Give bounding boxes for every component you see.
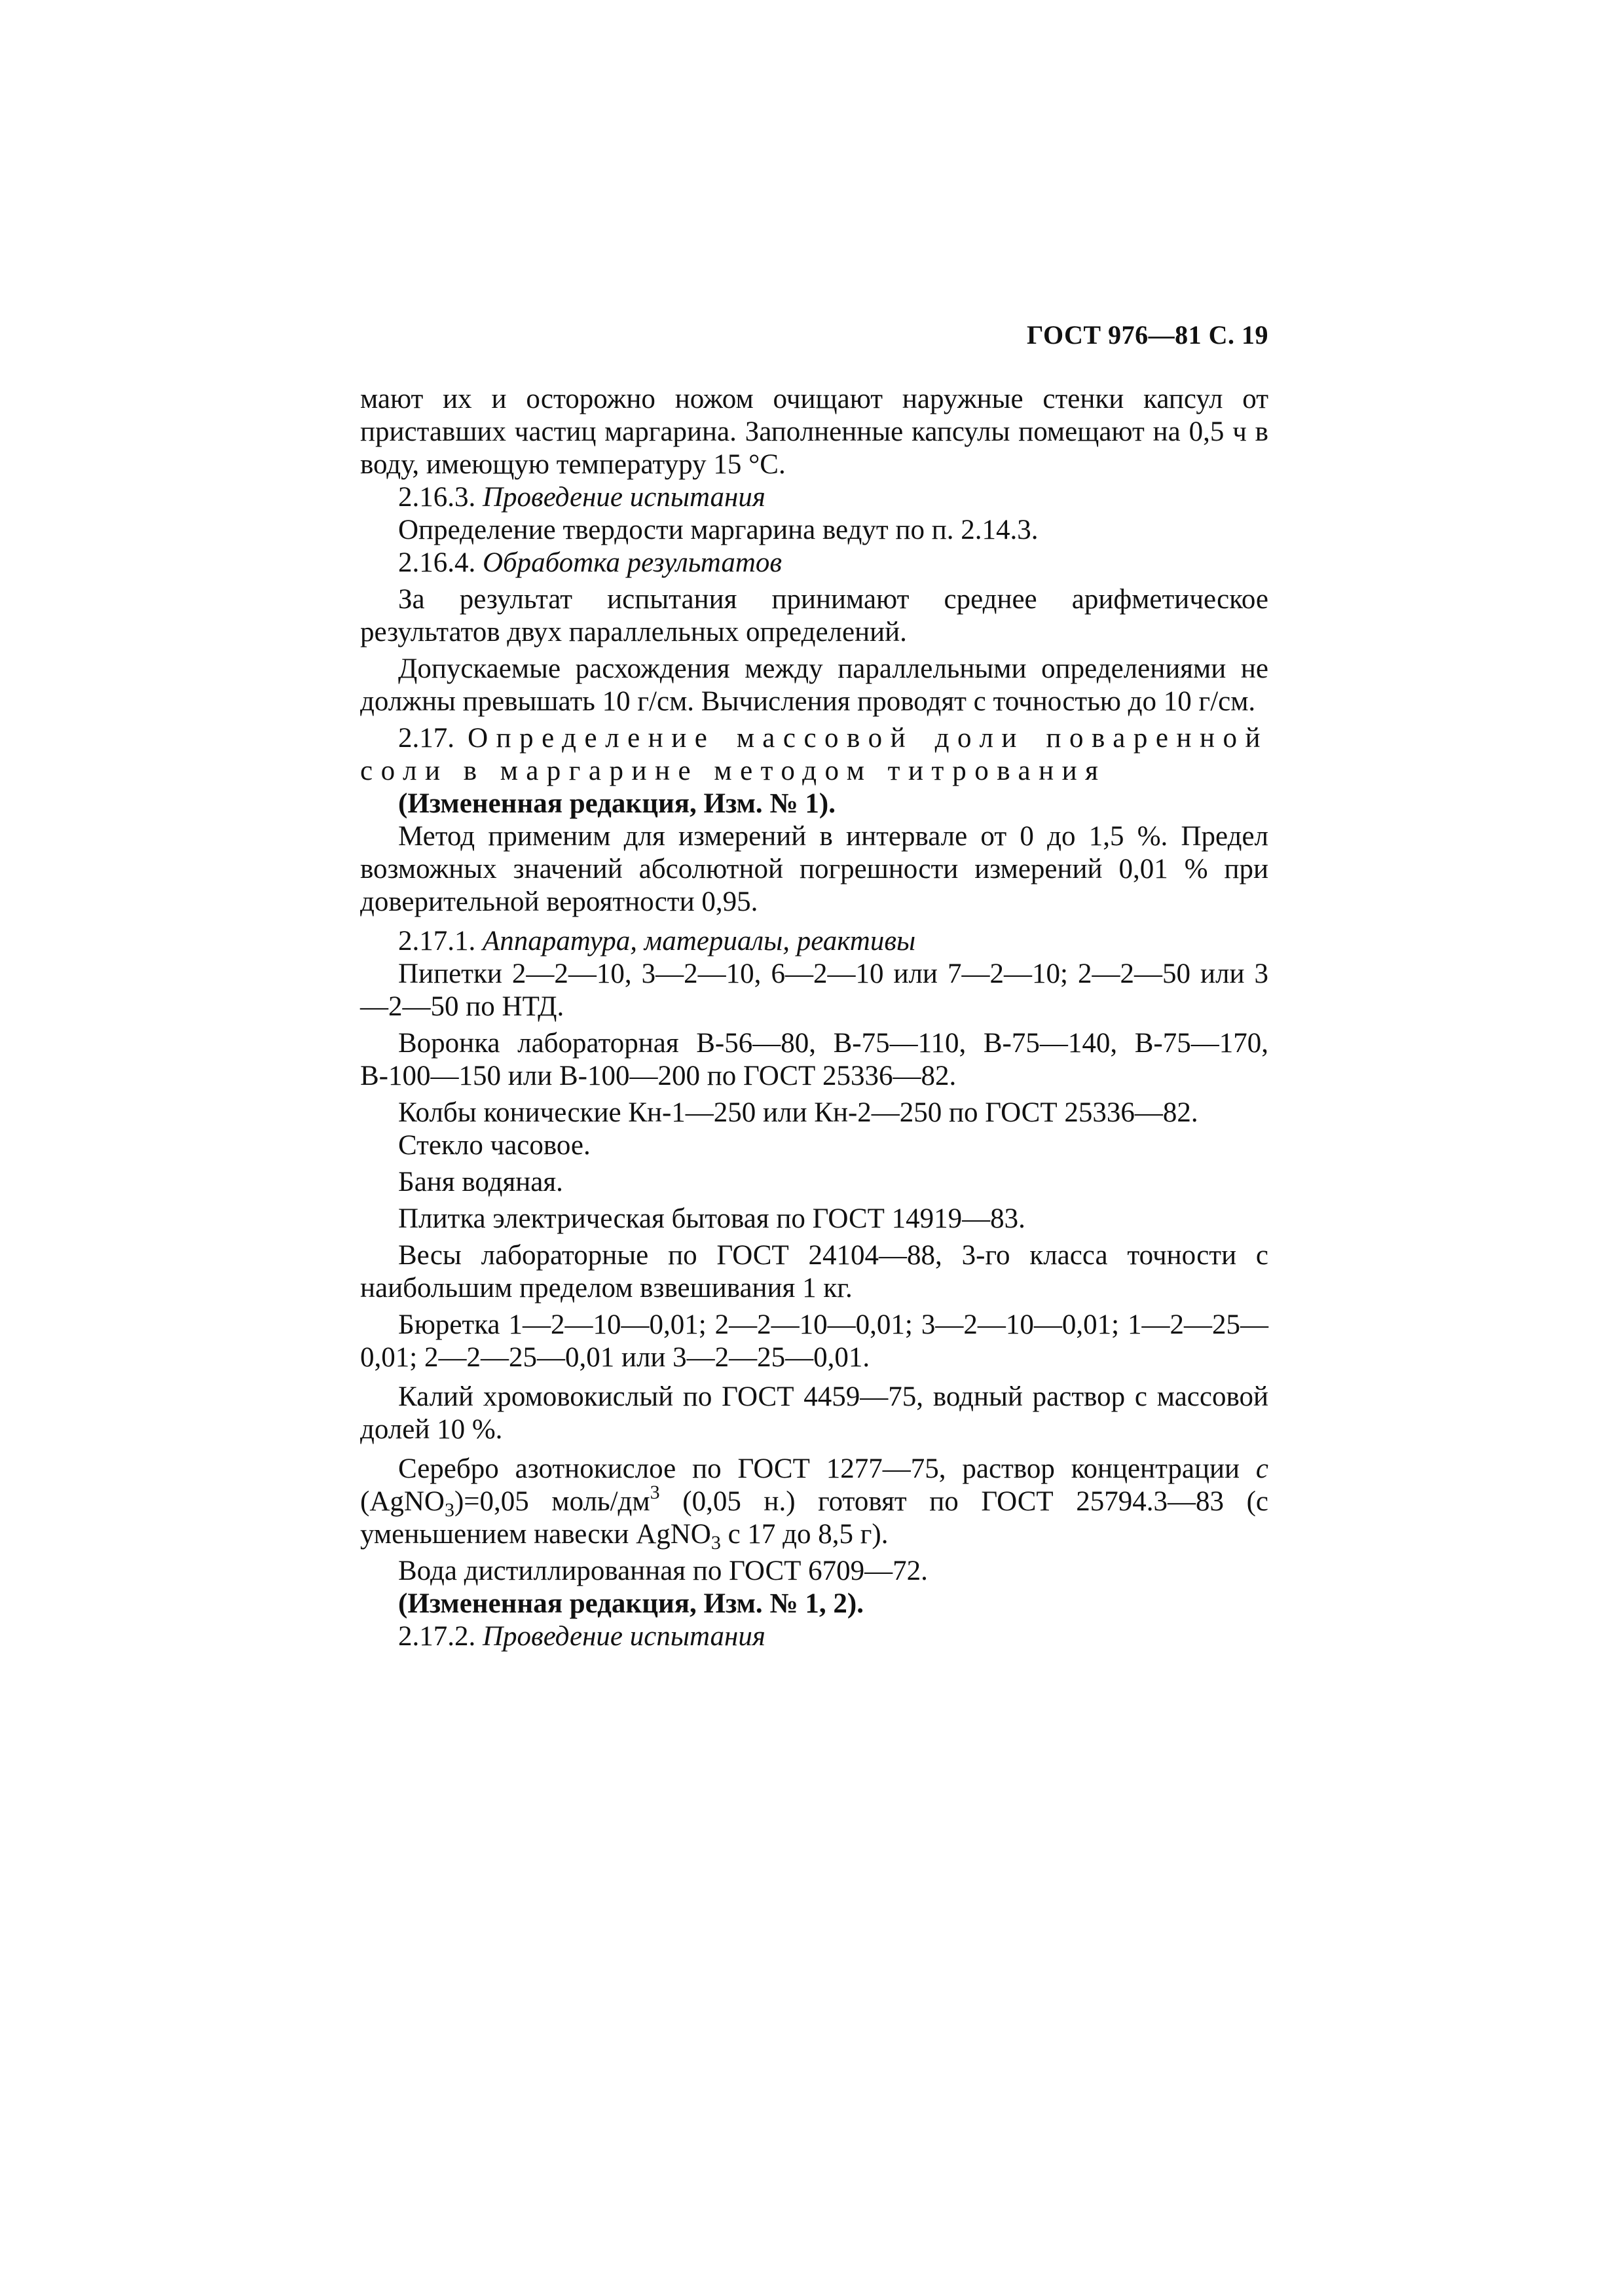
paragraph-watch-glass: Стекло часовое.	[398, 1130, 591, 1161]
page-header: ГОСТ 976—81 С. 19	[1026, 320, 1268, 350]
paragraph-burette: Бюретка 1—2—10—0,01; 2—2—10—0,01; 3—2—10—0,01; 1—2—25—0,01; 2—2—25—0,01 или 3—2—25—0,01.	[360, 1309, 1268, 1373]
amendment-note-2: (Измененная редакция, Изм. № 1, 2).	[398, 1588, 864, 1619]
section-number: 2.17.2.	[398, 1621, 476, 1652]
paragraph-flasks: Колбы конические Кн-1—250 или Кн-2—250 по ГОСТ 25336—82.	[398, 1097, 1198, 1128]
paragraph-tolerance: Допускаемые расхождения между параллельными определениями не должны превышать 10 г/см. Вычисления проводят с точностью до 10 г/см.	[360, 653, 1268, 717]
section-number: 2.17.1.	[398, 926, 476, 957]
paragraph-method: Метод применим для измерений в интервале от 0 до 1,5 %. Предел возможных значений абсолютной погрешности измерений 0,01 % при доверительной вероятности 0,95.	[360, 821, 1268, 917]
concentration-symbol: с	[1255, 1453, 1268, 1484]
section-2-17-heading	[360, 722, 1268, 788]
section-title: Обработка результатов	[483, 547, 783, 578]
paragraph-potassium-chromate: Калий хромовокислый по ГОСТ 4459—75, водный раствор с массовой долей 10 %.	[360, 1381, 1268, 1445]
text-run: (AgNO	[360, 1486, 445, 1517]
paragraph-funnel: Воронка лабораторная В-56—80, В-75—110, В-75—140, В-75—170, В-100—150 или В-100—200 по ГОСТ 25336—82.	[360, 1028, 1268, 1091]
section-title: Определение массовой доли поваренной соли в маргарине методом титрования	[360, 723, 1268, 786]
paragraph-capsules: мают их и осторожно ножом очищают наружные стенки капсул от приставших частиц маргарина. Заполненные капсулы помещают на 0,5 ч в воду, имеющую температуру 15 °С.	[360, 384, 1268, 480]
amendment-note-1: (Измененная редакция, Изм. № 1).	[398, 788, 836, 819]
text-run: )=0,05 моль/дм	[454, 1486, 650, 1517]
section-number: 2.16.3.	[398, 482, 476, 513]
section-title: Аппаратура, материалы, реактивы	[483, 926, 916, 957]
section-title: Проведение испытания	[483, 1621, 765, 1652]
section-2-16-3-heading	[360, 481, 1268, 514]
subscript: 3	[444, 1499, 454, 1521]
section-number: 2.17.	[398, 723, 454, 754]
document-body	[360, 383, 1268, 1653]
paragraph-pipettes: Пипетки 2—2—10, 3—2—10, 6—2—10 или 7—2—10; 2—2—50 или 3—2—50 по НТД.	[360, 958, 1268, 1022]
text-run: Серебро азотнокислое по ГОСТ 1277—75, раствор концентрации	[398, 1453, 1240, 1484]
paragraph-silver-nitrate	[360, 1453, 1268, 1554]
section-2-16-4-heading	[360, 547, 1268, 579]
section-number: 2.16.4.	[398, 547, 476, 578]
subscript: 3	[710, 1532, 721, 1554]
text-run: с 17 до 8,5 г).	[728, 1519, 889, 1550]
text-run: (0,05 н.) готовят по ГОСТ 25794.3—83 (с уменьшением навески AgNO	[360, 1486, 1268, 1550]
section-2-17-2-heading	[360, 1620, 1268, 1653]
paragraph-scales: Весы лабораторные по ГОСТ 24104—88, 3-го класса точности с наибольшим пределом взвешивания 1 кг.	[360, 1240, 1268, 1303]
paragraph-distilled-water: Вода дистиллированная по ГОСТ 6709—72.	[398, 1556, 928, 1586]
section-2-17-1-heading	[360, 925, 1268, 958]
section-title: Проведение испытания	[483, 482, 765, 513]
paragraph-hardness: Определение твердости маргарина ведут по п. 2.14.3.	[398, 515, 1039, 545]
paragraph-result: За результат испытания принимают среднее арифметическое результатов двух параллельных определений.	[360, 584, 1268, 647]
paragraph-hotplate: Плитка электрическая бытовая по ГОСТ 14919—83.	[398, 1203, 1025, 1234]
superscript: 3	[650, 1482, 660, 1503]
paragraph-water-bath: Баня водяная.	[398, 1167, 563, 1197]
